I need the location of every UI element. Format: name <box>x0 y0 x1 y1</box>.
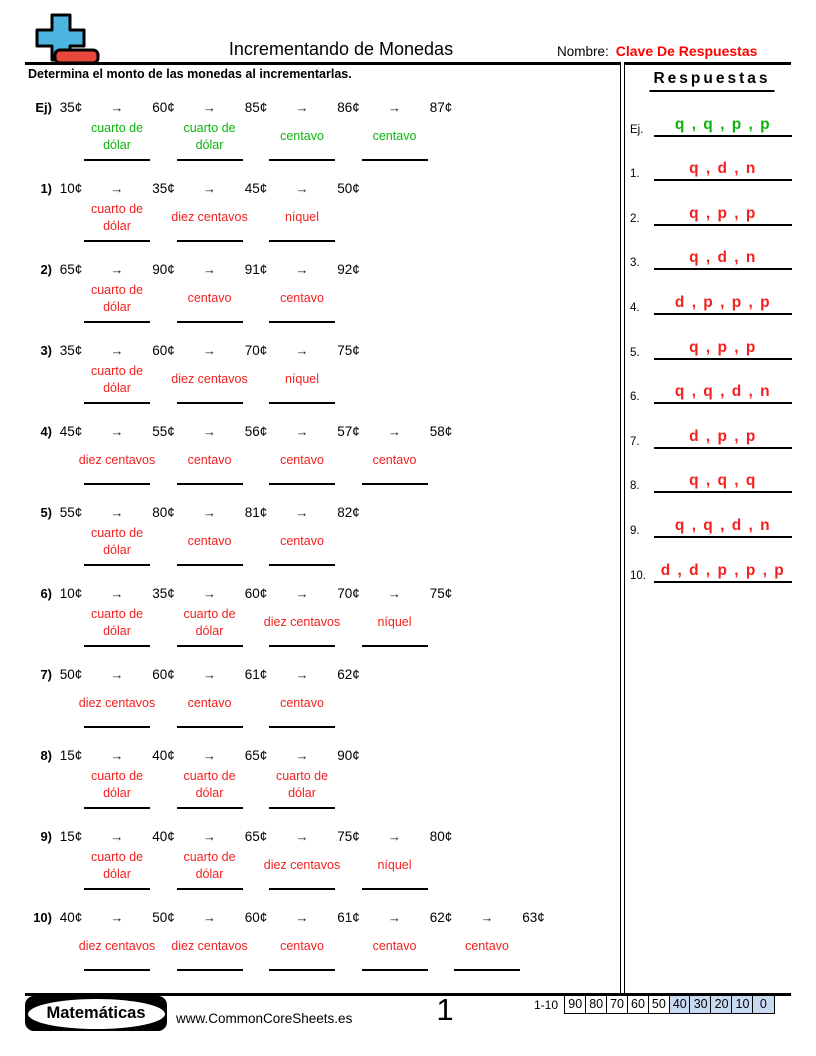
answer-key-line <box>654 561 792 583</box>
coin-answer: centavo <box>187 534 232 548</box>
coin-answer: centavo <box>187 291 232 305</box>
answer-underline <box>269 645 335 647</box>
answer-key-value: q , q , d , n <box>674 516 772 534</box>
coin-answer: níquel <box>284 372 320 386</box>
coin-answer: cuarto de dólar <box>183 849 236 881</box>
answer-underline <box>84 564 150 566</box>
cent-value: 90¢ <box>337 748 360 763</box>
answer-key-number: 10. <box>630 569 646 582</box>
answer-underline <box>84 240 150 242</box>
coin-answer: centavo <box>280 129 324 143</box>
cent-value: 50¢ <box>337 181 360 196</box>
cent-value: 56¢ <box>244 424 268 439</box>
answer-key-row <box>630 315 792 360</box>
coin-answer: cuarto de dólar <box>90 120 144 152</box>
answer-slot <box>349 441 441 485</box>
arrow-icon: → <box>388 829 401 844</box>
arrow-icon: → <box>295 586 309 601</box>
arrow-icon: → <box>110 424 124 439</box>
answer-key-number: 3. <box>630 257 640 270</box>
answer-key-line <box>654 382 792 404</box>
coin-answer: cuarto de dólar <box>90 282 144 314</box>
problem-number: 8) <box>40 748 52 763</box>
answer-key-number: 7. <box>630 435 640 448</box>
arrow-icon: → <box>295 262 309 277</box>
answer-underline <box>269 402 335 404</box>
problem-number: 5) <box>40 505 52 520</box>
answer-slot <box>349 846 441 890</box>
arrow-icon: → <box>388 586 401 601</box>
cent-value: 63¢ <box>522 910 545 925</box>
answer-underline <box>84 807 150 809</box>
answer-underline <box>84 969 150 971</box>
answer-key-value: q , p , p <box>689 338 757 356</box>
problem-row <box>0 260 620 341</box>
arrow-icon: → <box>295 343 309 358</box>
answer-key-number: Ej. <box>630 123 644 136</box>
cent-value: 60¢ <box>152 343 175 358</box>
answer-underline <box>269 969 335 971</box>
answer-key-value: q , d , n <box>689 249 757 267</box>
arrow-icon: → <box>110 667 124 682</box>
answer-underline <box>362 645 428 647</box>
answer-slot <box>164 360 256 404</box>
answer-key-number: 2. <box>630 212 640 225</box>
answer-slot <box>71 279 163 323</box>
answer-slot <box>164 684 256 728</box>
problem-row <box>0 746 620 827</box>
problem-number: Ej) <box>35 100 52 115</box>
coin-answer: centavo <box>280 291 324 305</box>
cent-value: 40¢ <box>152 748 175 763</box>
cent-value: 10¢ <box>59 586 83 601</box>
answer-key-line <box>654 204 792 226</box>
cent-value: 65¢ <box>244 748 268 763</box>
answer-key-value: d , p , p , p <box>674 293 772 311</box>
answer-underline <box>177 726 243 728</box>
problem-number: 2) <box>40 262 52 277</box>
answer-slot <box>164 117 256 161</box>
arrow-icon: → <box>295 424 309 439</box>
cent-value: 35¢ <box>59 100 83 115</box>
score-range-label: 1-10 <box>533 998 558 1012</box>
coin-answer: cuarto de dólar <box>90 363 144 395</box>
answer-key-list <box>630 92 792 583</box>
answer-slot <box>349 603 441 647</box>
answer-key-value: q , d , n <box>689 160 757 178</box>
column-divider <box>620 62 625 993</box>
answer-underline <box>177 645 243 647</box>
answer-slot <box>71 684 163 728</box>
score-cell: 70 <box>606 995 629 1014</box>
brand-oval <box>28 999 165 1029</box>
cent-value: 87¢ <box>429 100 453 115</box>
coin-answer: níquel <box>284 210 320 224</box>
answer-underline <box>177 564 243 566</box>
problem-row <box>0 503 620 584</box>
answer-key-row <box>630 360 792 405</box>
cent-value: 75¢ <box>337 829 360 844</box>
cent-value: 60¢ <box>152 100 175 115</box>
cent-value: 40¢ <box>59 910 83 925</box>
arrow-icon: → <box>203 343 216 358</box>
answer-key-value: q , q , p , p <box>674 115 772 133</box>
cent-value: 91¢ <box>244 262 268 277</box>
answer-slot <box>441 927 533 971</box>
answer-slot <box>256 117 348 161</box>
answer-underline <box>177 807 243 809</box>
answer-underline <box>177 240 243 242</box>
answer-key-line <box>654 115 792 137</box>
answer-key-value: d , p , p <box>689 427 757 445</box>
coin-answer: diez centavos <box>78 453 156 467</box>
cent-value: 45¢ <box>244 181 268 196</box>
answer-slot <box>256 684 348 728</box>
answer-key-line <box>654 338 792 360</box>
answer-key-line <box>654 248 792 270</box>
cent-value: 70¢ <box>337 586 360 601</box>
cent-value: 92¢ <box>337 262 360 277</box>
arrow-icon: → <box>295 100 309 115</box>
cent-value: 90¢ <box>152 262 175 277</box>
answer-key-line <box>654 427 792 449</box>
answer-underline <box>84 159 150 161</box>
answer-slot <box>164 765 256 809</box>
problem-row <box>0 179 620 260</box>
coin-answer: cuarto de dólar <box>90 606 144 638</box>
answer-slot <box>71 117 163 161</box>
answer-slot <box>71 522 163 566</box>
problem-row <box>0 584 620 665</box>
answer-slot <box>256 198 348 242</box>
answer-underline <box>177 402 243 404</box>
arrow-icon: → <box>388 424 401 439</box>
cent-value: 75¢ <box>337 343 360 358</box>
coin-answer: cuarto de dólar <box>183 606 236 638</box>
answer-key-flag: Clave De Respuestas <box>615 43 758 59</box>
answer-key-row <box>630 493 792 538</box>
coin-answer: diez centavos <box>263 615 341 629</box>
answer-slot <box>349 117 441 161</box>
answer-underline <box>269 888 335 890</box>
arrow-icon: → <box>203 505 216 520</box>
arrow-icon: → <box>110 262 124 277</box>
answer-underline <box>84 645 150 647</box>
coin-answer: cuarto de dólar <box>183 120 236 152</box>
worksheet-title: Incrementando de Monedas <box>228 39 454 59</box>
problem-number: 7) <box>40 667 52 682</box>
cent-value: 62¢ <box>337 667 360 682</box>
cent-value: 50¢ <box>59 667 83 682</box>
coin-answer: centavo <box>280 453 324 467</box>
problem-number: 3) <box>40 343 52 358</box>
cent-value: 40¢ <box>152 829 175 844</box>
cent-value: 60¢ <box>244 586 268 601</box>
cent-value: 80¢ <box>429 829 453 844</box>
website-url: www.CommonCoreSheets.es <box>176 1011 353 1026</box>
answer-key-line <box>654 471 792 493</box>
coin-answer: cuarto de dólar <box>90 849 144 881</box>
answer-key-line <box>654 516 792 538</box>
coin-answer: centavo <box>187 696 232 710</box>
coin-answer: centavo <box>372 129 417 143</box>
arrow-icon: → <box>203 586 216 601</box>
problem-row <box>0 827 620 908</box>
arrow-icon: → <box>110 586 124 601</box>
coin-answer: diez centavos <box>78 939 156 953</box>
answer-slot <box>71 360 163 404</box>
problem-row <box>0 98 620 179</box>
problem-row <box>0 341 620 422</box>
cent-value: 70¢ <box>244 343 268 358</box>
cent-value: 15¢ <box>59 748 83 763</box>
arrow-icon: → <box>295 505 309 520</box>
cent-value: 80¢ <box>152 505 175 520</box>
answer-underline <box>177 483 243 485</box>
cent-value: 35¢ <box>59 343 83 358</box>
answer-slot <box>71 846 163 890</box>
arrow-icon: → <box>110 505 124 520</box>
cent-value: 65¢ <box>59 262 83 277</box>
answer-slot <box>256 522 348 566</box>
cent-value: 62¢ <box>429 910 453 925</box>
arrow-icon: → <box>110 181 124 196</box>
answer-slot <box>71 765 163 809</box>
arrow-icon: → <box>295 667 309 682</box>
coin-answer: cuarto de dólar <box>90 201 144 233</box>
arrow-icon: → <box>388 100 401 115</box>
coin-answer: centavo <box>372 453 417 467</box>
arrow-icon: → <box>110 100 124 115</box>
cent-value: 57¢ <box>337 424 360 439</box>
answer-underline <box>84 321 150 323</box>
answer-key-number: 5. <box>630 346 640 359</box>
arrow-icon: → <box>295 910 309 925</box>
answer-key-row <box>630 404 792 449</box>
answer-key-value: q , p , p <box>689 204 757 222</box>
arrow-icon: → <box>203 667 216 682</box>
coin-answer: cuarto de dólar <box>90 768 144 800</box>
answer-underline <box>454 969 520 971</box>
answer-key-row <box>630 226 792 271</box>
arrow-icon: → <box>203 748 216 763</box>
arrow-icon: → <box>110 829 124 844</box>
arrow-icon: → <box>203 910 216 925</box>
answer-key-row <box>630 270 792 315</box>
answer-underline <box>269 159 335 161</box>
score-cell: 60 <box>627 995 650 1014</box>
answer-slot <box>256 441 348 485</box>
arrow-icon: → <box>110 910 124 925</box>
answer-slot <box>164 441 256 485</box>
cent-value: 86¢ <box>337 100 360 115</box>
cent-value: 35¢ <box>152 181 175 196</box>
coin-answer: níquel <box>377 858 412 872</box>
answer-key-row <box>630 92 792 137</box>
arrow-icon: → <box>295 181 309 196</box>
arrow-icon: → <box>203 181 216 196</box>
answer-underline <box>362 969 428 971</box>
score-cell: 90 <box>564 995 587 1014</box>
answer-slot <box>256 846 348 890</box>
answer-slot <box>256 360 348 404</box>
problem-number: 6) <box>40 586 52 601</box>
cent-value: 60¢ <box>244 910 268 925</box>
brand-logo <box>25 996 167 1031</box>
answer-slot <box>71 603 163 647</box>
answer-underline <box>177 888 243 890</box>
score-cell: 80 <box>585 995 608 1014</box>
cent-value: 10¢ <box>59 181 83 196</box>
answer-slot <box>164 279 256 323</box>
answer-slot <box>164 603 256 647</box>
cent-value: 58¢ <box>429 424 453 439</box>
cent-value: 55¢ <box>59 505 83 520</box>
name-label: Nombre: <box>557 44 609 59</box>
answer-underline <box>269 483 335 485</box>
problem-number: 4) <box>40 424 52 439</box>
cent-value: 55¢ <box>152 424 175 439</box>
answer-underline <box>362 483 428 485</box>
arrow-icon: → <box>295 829 309 844</box>
coin-answer: centavo <box>187 453 232 467</box>
score-cell: 10 <box>731 995 754 1014</box>
answer-slot <box>256 927 348 971</box>
coin-answer: centavo <box>372 939 417 953</box>
answer-slot <box>164 198 256 242</box>
answer-underline <box>177 159 243 161</box>
coin-answer: diez centavos <box>78 696 156 710</box>
answer-underline <box>84 483 150 485</box>
answer-slot <box>71 441 163 485</box>
coin-answer: centavo <box>465 939 509 953</box>
answer-underline <box>84 402 150 404</box>
cent-value: 75¢ <box>429 586 453 601</box>
arrow-icon: → <box>480 910 494 925</box>
score-table <box>564 995 775 1014</box>
answer-slot <box>256 765 348 809</box>
coin-answer: cuarto de dólar <box>183 768 236 800</box>
score-cell: 40 <box>669 995 692 1014</box>
answer-underline <box>269 726 335 728</box>
cent-value: 81¢ <box>244 505 268 520</box>
answer-key-row <box>630 449 792 494</box>
coin-answer: centavo <box>280 696 324 710</box>
page-number: 1 <box>436 992 454 1027</box>
answer-key-row <box>630 181 792 226</box>
cent-value: 50¢ <box>152 910 175 925</box>
answer-key-number: 6. <box>630 391 640 404</box>
answer-underline <box>177 321 243 323</box>
cent-value: 65¢ <box>244 829 268 844</box>
coin-answer: níquel <box>377 615 412 629</box>
answer-underline <box>362 159 428 161</box>
answer-underline <box>362 888 428 890</box>
coin-answer: centavo <box>280 534 324 548</box>
answers-header: Respuestas <box>649 70 774 92</box>
score-cell: 50 <box>648 995 671 1014</box>
answer-slot <box>256 279 348 323</box>
answer-key-number: 8. <box>630 480 640 493</box>
instruction-text: Determina el monto de las monedas al incrementarlas. <box>28 67 352 81</box>
arrow-icon: → <box>203 100 216 115</box>
cent-value: 61¢ <box>244 667 268 682</box>
problem-number: 10) <box>33 910 52 925</box>
cent-value: 35¢ <box>152 586 175 601</box>
answer-key-number: 4. <box>630 301 640 314</box>
coin-answer: diez centavos <box>171 939 248 953</box>
coin-answer: centavo <box>280 939 324 953</box>
problem-row <box>0 908 620 989</box>
cent-value: 82¢ <box>337 505 360 520</box>
answer-key-number: 9. <box>630 524 640 537</box>
answer-underline <box>269 807 335 809</box>
coin-answer: diez centavos <box>171 210 248 224</box>
arrow-icon: → <box>110 748 124 763</box>
score-cell: 20 <box>710 995 733 1014</box>
arrow-icon: → <box>203 829 216 844</box>
answer-slot <box>164 846 256 890</box>
arrow-icon: → <box>295 748 309 763</box>
coin-answer: diez centavos <box>263 858 341 872</box>
answer-underline <box>269 240 335 242</box>
answer-underline <box>177 969 243 971</box>
cent-value: 60¢ <box>152 667 175 682</box>
answer-key-number: 1. <box>630 168 640 181</box>
answer-key-value: q , q , q <box>689 472 757 490</box>
answer-slot <box>164 522 256 566</box>
answer-key-line <box>654 159 792 181</box>
arrow-icon: → <box>203 262 216 277</box>
arrow-icon: → <box>388 910 401 925</box>
score-cell: 30 <box>689 995 712 1014</box>
answer-slot <box>71 198 163 242</box>
problem-row <box>0 665 620 746</box>
coin-answer: cuarto de dólar <box>275 768 329 800</box>
cent-value: 61¢ <box>337 910 360 925</box>
problem-number: 9) <box>40 829 52 844</box>
cent-value: 85¢ <box>244 100 268 115</box>
answer-slot <box>349 927 441 971</box>
problem-row <box>0 422 620 503</box>
answer-slot <box>256 603 348 647</box>
problem-number: 1) <box>40 181 52 196</box>
answer-slot <box>71 927 163 971</box>
answer-key-line <box>654 293 792 315</box>
answer-slot <box>164 927 256 971</box>
answer-underline <box>84 888 150 890</box>
coin-answer: cuarto de dólar <box>90 525 144 557</box>
answer-key-value: q , q , d , n <box>674 383 772 401</box>
answer-key-value: d , d , p , p , p <box>660 561 786 579</box>
arrow-icon: → <box>203 424 216 439</box>
answer-key-row <box>630 538 792 583</box>
brand-name: Matemáticas <box>46 1004 146 1022</box>
answer-underline <box>269 321 335 323</box>
arrow-icon: → <box>110 343 124 358</box>
coin-answer: diez centavos <box>171 372 248 386</box>
cent-value: 15¢ <box>59 829 83 844</box>
answer-key-row <box>630 137 792 182</box>
cent-value: 45¢ <box>59 424 83 439</box>
score-cell: 0 <box>752 995 775 1014</box>
answer-underline <box>269 564 335 566</box>
answer-underline <box>84 726 150 728</box>
